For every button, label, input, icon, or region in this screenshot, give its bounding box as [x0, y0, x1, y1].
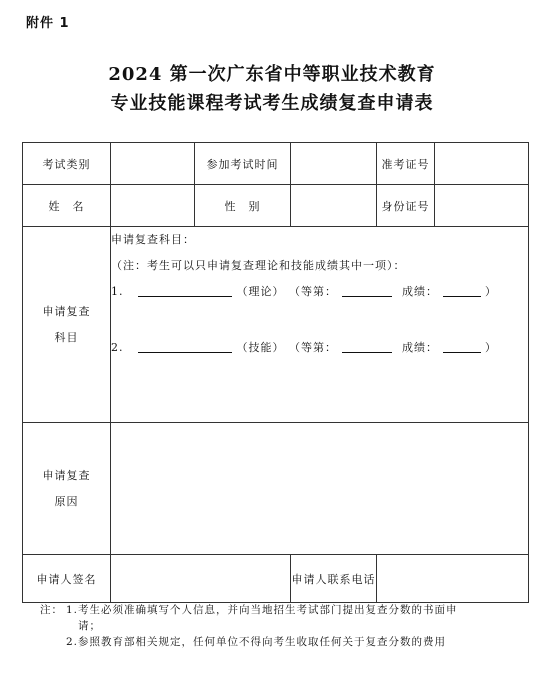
form-row-reason [23, 423, 529, 555]
theory-grade-blank[interactable] [342, 282, 392, 297]
reason-field[interactable] [111, 423, 529, 555]
theory-type-label: （理论） [236, 285, 285, 298]
gender-label: 性 别 [195, 185, 291, 227]
skill-item-number: 2. [111, 341, 124, 354]
subject-label [23, 227, 111, 423]
exam-time-label: 参加考试时间 [195, 143, 291, 185]
subject-heading: 申请复查科目： [111, 233, 195, 246]
note-text: 参照教育部相关规定，任何单位不得向考生收取任何关于复查分数的费用 [78, 636, 447, 648]
phone-field[interactable] [377, 555, 529, 603]
note-item [40, 602, 480, 634]
skill-subject-blank[interactable] [138, 338, 232, 353]
reason-label [23, 423, 111, 555]
subject-content [111, 227, 529, 423]
theory-score-label: 成绩： [402, 285, 438, 298]
application-form-table [22, 142, 529, 603]
signature-label: 申请人签名 [23, 555, 111, 603]
notes-prefix: 注： [40, 604, 63, 616]
exam-time-field[interactable] [291, 143, 377, 185]
subject-note: （注：考生可以只申请复查理论和技能成绩其中一项）： [111, 259, 406, 272]
ticket-number-field[interactable] [435, 143, 529, 185]
theory-subject-line [111, 279, 528, 305]
form-title-line2: 专业技能课程考试考生成绩复查申请表 [110, 93, 434, 114]
attachment-label: 附件 1 [26, 16, 70, 31]
skill-grade-label: （等第： [289, 341, 337, 354]
name-label: 姓 名 [23, 185, 111, 227]
form-row-personal-info [23, 185, 529, 227]
form-title-line1: 2024 第一次广东省中等职业技术教育 [108, 64, 436, 85]
reason-label-line2: 原因 [54, 494, 79, 508]
theory-item-number: 1. [111, 285, 124, 298]
skill-score-label: 成绩： [402, 341, 438, 354]
gender-field[interactable] [291, 185, 377, 227]
theory-close-paren: ） [485, 285, 497, 298]
reason-label-line1: 申请复查 [42, 468, 91, 482]
form-row-signature [23, 555, 529, 603]
note-number: 1. [66, 604, 79, 616]
skill-close-paren: ） [485, 341, 497, 354]
skill-score-blank[interactable] [443, 338, 481, 353]
notes-section [40, 602, 480, 650]
theory-score-blank[interactable] [443, 282, 481, 297]
skill-type-label: （技能） [236, 341, 285, 354]
subject-label-line1: 申请复查 [42, 304, 91, 318]
form-row-subject [23, 227, 529, 423]
exam-category-field[interactable] [111, 143, 195, 185]
skill-grade-blank[interactable] [342, 338, 392, 353]
notes-prefix-spacer [40, 634, 66, 650]
id-number-label: 身份证号 [377, 185, 435, 227]
exam-category-label: 考试类别 [23, 143, 111, 185]
subject-label-line2: 科目 [54, 330, 79, 344]
note-text: 考生必须准确填写个人信息，并向当地招生考试部门提出复查分数的书面申请； [78, 604, 458, 632]
subject-spacer [111, 305, 528, 335]
form-row-exam-info [23, 143, 529, 185]
signature-field[interactable] [111, 555, 291, 603]
theory-grade-label: （等第： [289, 285, 337, 298]
note-number: 2. [66, 636, 79, 648]
name-field[interactable] [111, 185, 195, 227]
ticket-number-label: 准考证号 [377, 143, 435, 185]
skill-subject-line [111, 335, 528, 361]
theory-subject-blank[interactable] [138, 282, 232, 297]
phone-label: 申请人联系电话 [291, 555, 377, 603]
note-item [40, 634, 480, 650]
id-number-field[interactable] [435, 185, 529, 227]
